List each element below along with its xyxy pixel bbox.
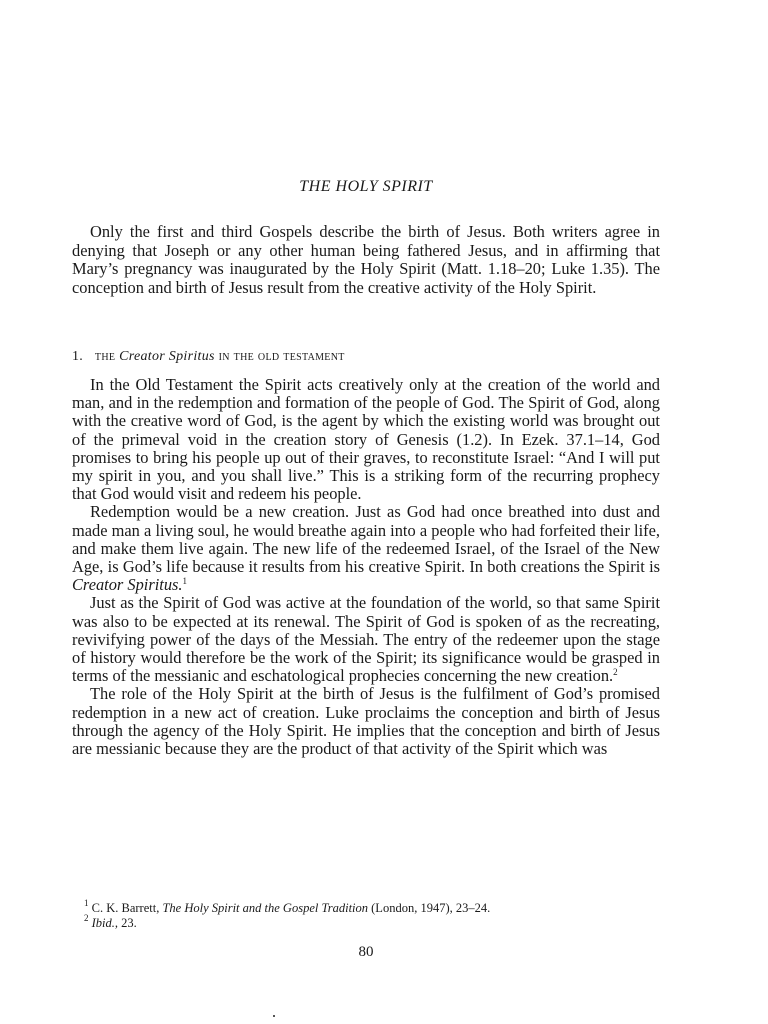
section-heading-pre: the — [94, 348, 116, 364]
page-title: THE HOLY SPIRIT — [299, 178, 433, 195]
footnotes — [84, 898, 660, 931]
section-heading-post: in the old testament — [218, 348, 345, 364]
footnote-ref-2: 2 — [613, 667, 618, 678]
body-paragraph-2-italic: Creator Spiritus. — [72, 575, 183, 595]
footnote-2 — [84, 913, 660, 931]
footnote-ref-1: 1 — [182, 576, 188, 587]
body-paragraph-3 — [72, 594, 660, 685]
footnote-post: 23. — [121, 916, 137, 930]
section-heading — [72, 348, 660, 365]
body-text — [72, 376, 660, 758]
intro-paragraph: Only the first and third Gospels describe the birth of Jesus. Both writers agree in denying that Joseph or any other human being fathered Jesus, and in affirming that Mary’s pregnancy was inaugurated by the Holy Spirit (Matt. 1.18–20; Luke 1.35). The conception and birth of Jesus result from the creative activity of the Holy Spirit. — [72, 222, 660, 297]
footnote-italic: Ibid., — [91, 916, 119, 930]
body-paragraph-1: In the Old Testament the Spirit acts creatively only at the creation of the world and man, and in the redemption and formation of the people of God. The Spirit of God, along with the creative word of God, is the agent by which the existing world was brought out of the primeval void in the creation story of Genesis (1.2). In Ezek. 37.1–14, God promises to bring his people up out of their graves, to reconstitute Israel: “And I will put my spirit in you, and you shall live.” This is a striking form of the recurring prophecy that God would visit and redeem his people. — [72, 375, 660, 504]
footnote-mark: 2 — [84, 913, 89, 923]
scan-speck — [273, 1015, 275, 1017]
body-paragraph-2-text: Redemption would be a new creation. Just as God had once breathed into dust and made man a living soul, he would breathe again into a people who had forfeited their life, and make them live again. The new life of the redeemed Israel, of the Israel of the New Age, is God’s life because it results from his creative Spirit. In both creations the Spirit is — [72, 502, 660, 577]
section-number: 1. — [72, 349, 84, 364]
body-paragraph-3-text: Just as the Spirit of God was active at the foundation of the world, so that same Spirit was also to be expected at its renewal. The Spirit of God is spoken of as the recreating, revivifying power of the days of the Messiah. The entry of the redeemer upon the stage of history would therefore be the work of the Spirit; its significance would be grasped in terms of the messianic and eschatological prophecies concerning the new creation. — [72, 593, 660, 686]
body-paragraph-2 — [72, 503, 660, 594]
section-heading-italic: Creator Spiritus — [119, 349, 215, 364]
body-paragraph-4: The role of the Holy Spirit at the birth of Jesus is the fulfilment of God’s promised redemption in a new act of creation. Luke proclaims the conception and birth of Jesus through the agency of the Holy Spirit. He implies that the conception and birth of Jesus are messianic because they are the product of that activity of the Spirit which was — [72, 684, 660, 759]
page-number: 80 — [358, 944, 374, 960]
footnote-italic: The Holy Spirit and the Gospel Tradition — [162, 901, 369, 915]
footnote-pre: C. K. Barrett, — [91, 901, 160, 915]
footnote-1 — [84, 898, 660, 916]
footnote-post: (London, 1947), 23–24. — [371, 901, 491, 915]
footnote-mark: 1 — [84, 898, 89, 908]
